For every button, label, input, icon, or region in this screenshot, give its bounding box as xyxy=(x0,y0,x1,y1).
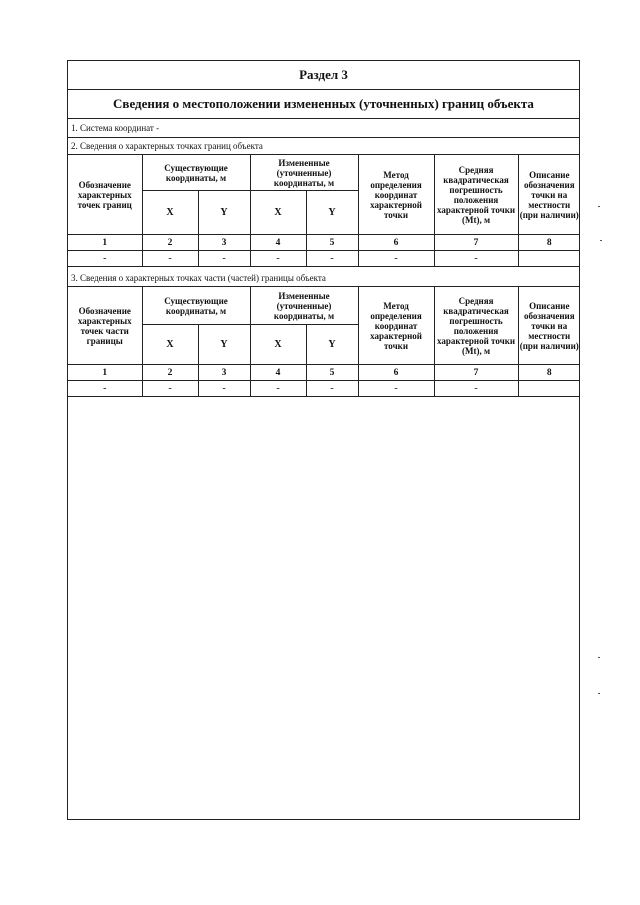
header-designation: Обозначение характерных точек части границы xyxy=(68,287,142,365)
header-existing-y: Y xyxy=(198,191,250,235)
header-changed-coordinates: Измененные (уточненные) координаты, м xyxy=(250,287,358,325)
scan-speck xyxy=(598,657,600,658)
column-number: 4 xyxy=(250,365,306,381)
block2-points-table xyxy=(68,286,580,397)
scan-speck xyxy=(600,240,602,241)
column-number: 3 xyxy=(198,235,250,251)
column-number: 3 xyxy=(198,365,250,381)
section-frame xyxy=(67,60,580,820)
table-cell: - xyxy=(198,251,250,267)
column-number: 1 xyxy=(68,365,142,381)
column-number: 5 xyxy=(306,235,358,251)
header-error: Средняя квадратическая погрешность положения характерной точки (Mt), м xyxy=(434,287,518,365)
column-number: 8 xyxy=(518,235,580,251)
block1-heading: 2. Сведения о характерных точках границ объекта xyxy=(71,141,263,151)
header-changed-x: X xyxy=(250,325,306,365)
header-designation: Обозначение характерных точек границ xyxy=(68,155,142,235)
header-method: Метод определения координат характерной точки xyxy=(358,155,434,235)
table-cell xyxy=(518,251,580,267)
table-cell: - xyxy=(142,251,198,267)
header-existing-x: X xyxy=(142,191,198,235)
header-description: Описание обозначения точки на местности (при наличии) xyxy=(518,287,580,365)
column-number: 8 xyxy=(518,365,580,381)
table-cell: - xyxy=(358,381,434,397)
block2-heading: 3. Сведения о характерных точках части (частей) границы объекта xyxy=(71,273,326,283)
table-cell: - xyxy=(434,251,518,267)
table-cell: - xyxy=(142,381,198,397)
header-error: Средняя квадратическая погрешность положения характерной точки (Mt), м xyxy=(434,155,518,235)
table-cell: - xyxy=(198,381,250,397)
coordinate-system-label: 1. Система координат - xyxy=(71,123,160,133)
column-number: 2 xyxy=(142,235,198,251)
table-row xyxy=(68,381,580,397)
header-method: Метод определения координат характерной точки xyxy=(358,287,434,365)
column-number: 1 xyxy=(68,235,142,251)
section-title: Раздел 3 xyxy=(299,67,348,82)
table-cell: - xyxy=(250,381,306,397)
table-cell: - xyxy=(434,381,518,397)
scan-speck xyxy=(598,693,600,694)
header-existing-coordinates: Существующие координаты, м xyxy=(142,155,250,191)
document-title: Сведения о местоположении измененных (уточненных) границ объекта xyxy=(113,96,534,111)
column-number: 7 xyxy=(434,235,518,251)
table-row xyxy=(68,251,580,267)
header-existing-x: X xyxy=(142,325,198,365)
empty-content-area xyxy=(68,398,579,819)
table-cell: - xyxy=(250,251,306,267)
table-cell: - xyxy=(68,381,142,397)
header-description: Описание обозначения точки на местности (при наличии) xyxy=(518,155,580,235)
column-number: 6 xyxy=(358,235,434,251)
table-cell: - xyxy=(306,251,358,267)
column-number: 5 xyxy=(306,365,358,381)
block1-points-table xyxy=(68,154,580,267)
column-number-row xyxy=(68,235,580,251)
table-cell: - xyxy=(68,251,142,267)
header-changed-x: X xyxy=(250,191,306,235)
column-number: 7 xyxy=(434,365,518,381)
header-changed-y: Y xyxy=(306,325,358,365)
divider xyxy=(68,118,579,119)
table-cell: - xyxy=(306,381,358,397)
header-existing-coordinates: Существующие координаты, м xyxy=(142,287,250,325)
column-number: 2 xyxy=(142,365,198,381)
table-cell: - xyxy=(358,251,434,267)
header-changed-y: Y xyxy=(306,191,358,235)
column-number: 6 xyxy=(358,365,434,381)
header-changed-coordinates: Измененные (уточненные) координаты, м xyxy=(250,155,358,191)
column-number-row xyxy=(68,365,580,381)
table-cell xyxy=(518,381,580,397)
scan-speck xyxy=(598,206,600,207)
header-existing-y: Y xyxy=(198,325,250,365)
column-number: 4 xyxy=(250,235,306,251)
